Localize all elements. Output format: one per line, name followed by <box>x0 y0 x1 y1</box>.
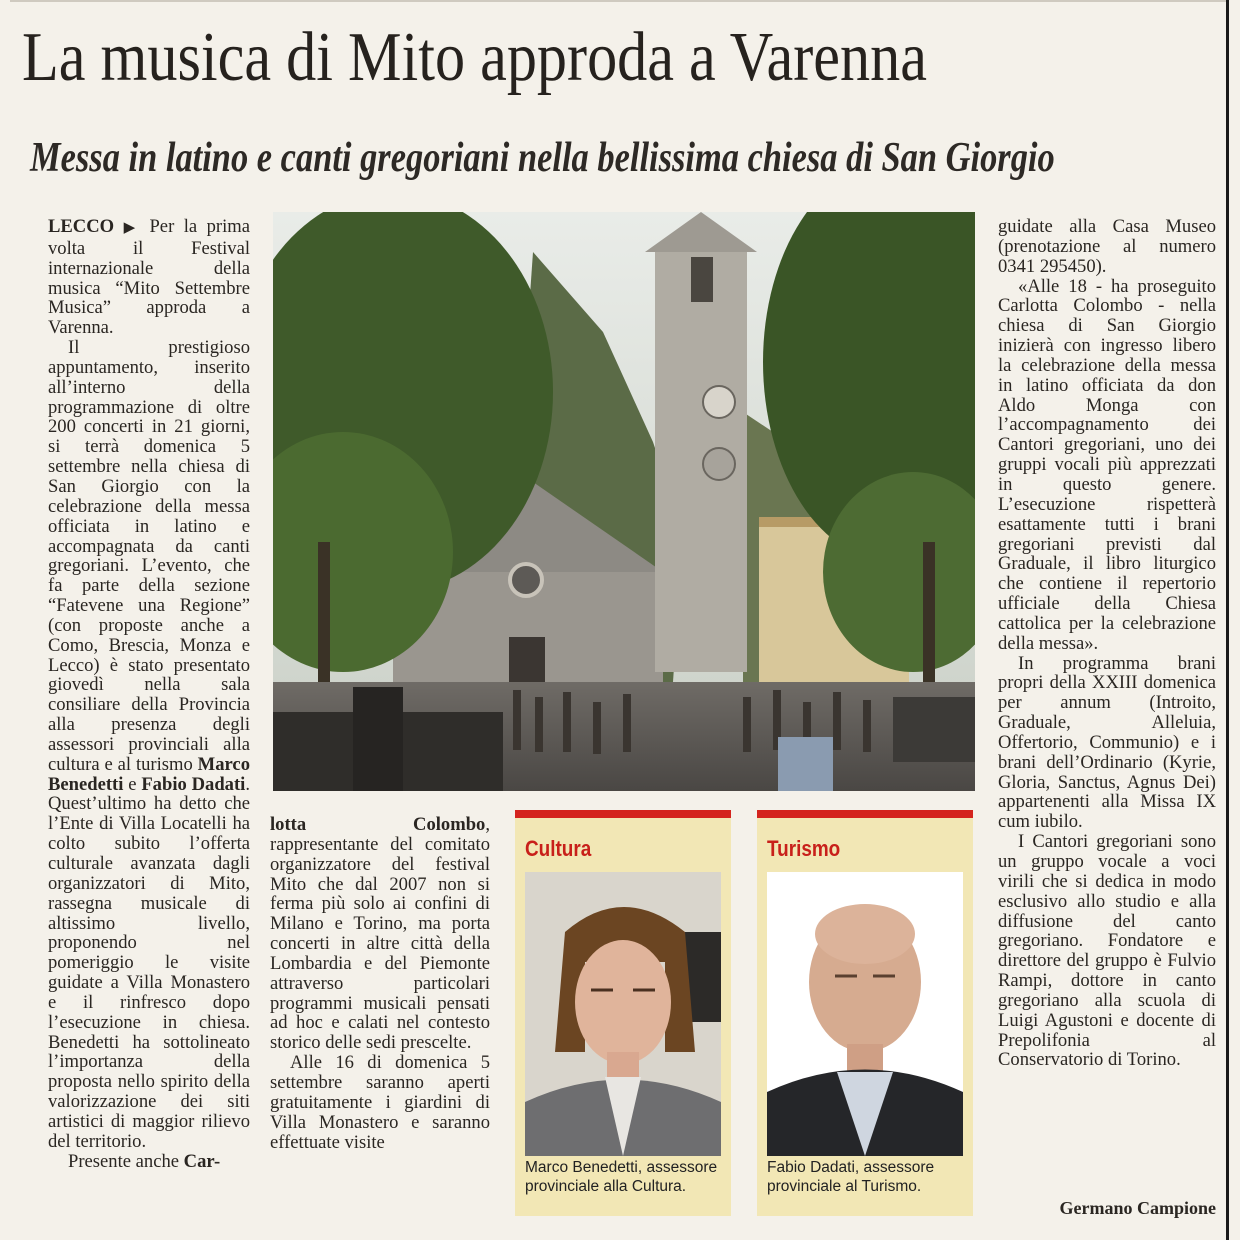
box-label: Turismo <box>767 836 841 861</box>
paragraph <box>998 217 1216 277</box>
paragraph-text: In programma brani propri della XXIII domenica per annum (Introito, Graduale, Alleluia, Offertorio, Communio) e i brani dell’Ordinario (Kyrie, Gloria, Sanctus, Agnus Dei) appartenenti alla Missa IX cum iubilo. <box>998 652 1216 833</box>
headline: La musica di Mito approda a Varenna <box>22 19 927 96</box>
article-column-2 <box>270 815 490 1152</box>
portrait-photo <box>767 872 963 1156</box>
paragraph <box>48 1152 250 1172</box>
person-name: lotta Colombo <box>270 814 486 835</box>
paragraph <box>998 277 1216 654</box>
paragraph <box>998 654 1216 833</box>
info-box-cultura <box>515 810 731 1216</box>
paragraph <box>998 832 1216 1070</box>
right-column-rule <box>1226 0 1229 1240</box>
paragraph-text: Alle 16 di domenica 5 settembre saranno aperti gratuitamente i giardini di Villa Monastero e saranno effettuate visite <box>270 1052 490 1153</box>
person-name: Marco Benedetti <box>48 753 250 795</box>
portrait-photo <box>525 872 721 1156</box>
conjunction: e <box>128 773 137 795</box>
person-name: Fabio Dadati <box>141 773 246 795</box>
paragraph-text: Il prestigioso appuntamento, inserito all’interno della programmazione di oltre 200 concerti in 21 giorni, si terrà domenica 5 settembre nella chiesa di San Giorgio con la celebrazione della messa officiata in latino e accompagnata da canti gregoriani. L’evento, che fa parte della sezione “Fatevene una Regione” (con proposte anche a Como, Brescia, Monza e Lecco) è stato presentato giovedì nella sala consiliare della Provincia alla presenza degli assessori provinciali alla cultura e al turismo <box>48 337 250 775</box>
paragraph-text: «Alle 18 - ha proseguito Carlotta Colombo - nella chiesa di San Giorgio inizierà con ingresso libero la celebrazione della messa in latino officiata da don Aldo Monga con l’accompagnamento dei Cantori gregoriani, uno dei gruppi vocali più apprezzati in questo genere. L’esecuzione rispetterà esattamente tutti i brani gregoriani previsti dal Graduale, il libro liturgico che contiene il repertorio ufficiale della Chiesa cattolica per la celebrazione della messa». <box>998 275 1216 654</box>
photo-caption: Marco Benedetti, assessore provinciale alla Cultura. <box>525 1159 718 1195</box>
paragraph <box>270 1053 490 1152</box>
dateline-arrow-icon: ▶ <box>123 220 140 236</box>
paragraph-text: I Cantori gregoriani sono un gruppo vocale a voci virili che si dedica in modo esclusivo allo studio e alla diffusione del canto gregoriano. Fondatore e direttore del gruppo è Fulvio Rampi, dottore in canto gregoriano alla scuola di Luigi Agustoni e docente di Prepolifonia al Conservatorio di Torino. <box>998 831 1216 1071</box>
byline: Germano Campione <box>1059 1198 1216 1218</box>
article-column-1 <box>48 217 250 1172</box>
subheadline: Messa in latino e canti gregoriani nella bellissima chiesa di San Giorgio <box>30 135 1055 181</box>
top-rule <box>10 0 1226 2</box>
paragraph-text: , rappresentante del comitato organizzatore del festival Mito che dal 2007 non si ferma più solo ai confini di Milano e Torino, ma porta concerti in altre città della Lombardia e del Piemonte attraverso particolari programmi musicali pensati ad hoc e calati nel contesto storico delle sedi prescelte. <box>270 814 490 1054</box>
dateline: LECCO <box>48 216 115 237</box>
paragraph <box>270 815 490 1053</box>
paragraph: Il prestigioso appuntamento, inserito all’interno della programmazione di oltre 200 concerti in 21 giorni, si terrà domenica 5 settembre nella chiesa di San Giorgio con la celebrazione della messa officiata in latino e accompagnata da canti gregoriani. L’evento, che fa parte della sezione “Fatevene una Regione” (con proposte anche a Como, Brescia, Monza e Lecco) è stato presentato giovedì nella sala consiliare della Provincia alla presenza degli assessori provinciali alla cultura e al turismo Marco Benedetti e Fabio Dadati. Quest’ultimo ha detto che l’Ente di Villa Locatelli ha colto subito l’offerta culturale avanzata dagli organizzatori di Mito, rassegna musicale di altissimo livello, proponendo nel pomeriggio le visite guidate a Villa Monastero e il rinfresco dopo l’esecuzione in chiesa. Benedetti ha sottolineato l’importanza della proposta nello spirito della valorizzazione dei siti artistici di maggior rilievo del territorio. <box>48 337 250 1152</box>
church-photo <box>273 212 975 791</box>
photo-caption: Fabio Dadati, assessore provinciale al Turismo. <box>767 1159 935 1195</box>
article-column-3 <box>998 217 1216 1070</box>
person-name: Car- <box>183 1150 221 1172</box>
paragraph-text: guidate alla Casa Museo (prenotazione al numero 0341 295450). <box>998 216 1216 277</box>
box-label: Cultura <box>525 836 592 861</box>
paragraph-text: Per la prima volta il Festival internazionale della musica “Mito Settembre Musica” approda a Varenna. <box>48 216 250 339</box>
paragraph-text: Quest’ultimo ha detto che l’Ente di Villa Locatelli ha colto subito l’offerta culturale avanzata dagli organizzatori di Mito, rassegna musicale di altissimo livello, proponendo nel pomeriggio le visite guidate a Villa Monastero e il rinfresco dopo l’esecuzione in chiesa. Benedetti ha sottolineato l’importanza della proposta nello spirito della valorizzazione dei siti artistici di maggior rilievo del territorio. <box>48 793 250 1152</box>
info-box-turismo <box>757 810 973 1216</box>
paragraph <box>48 217 250 338</box>
paragraph-text: Presente anche <box>68 1150 179 1172</box>
